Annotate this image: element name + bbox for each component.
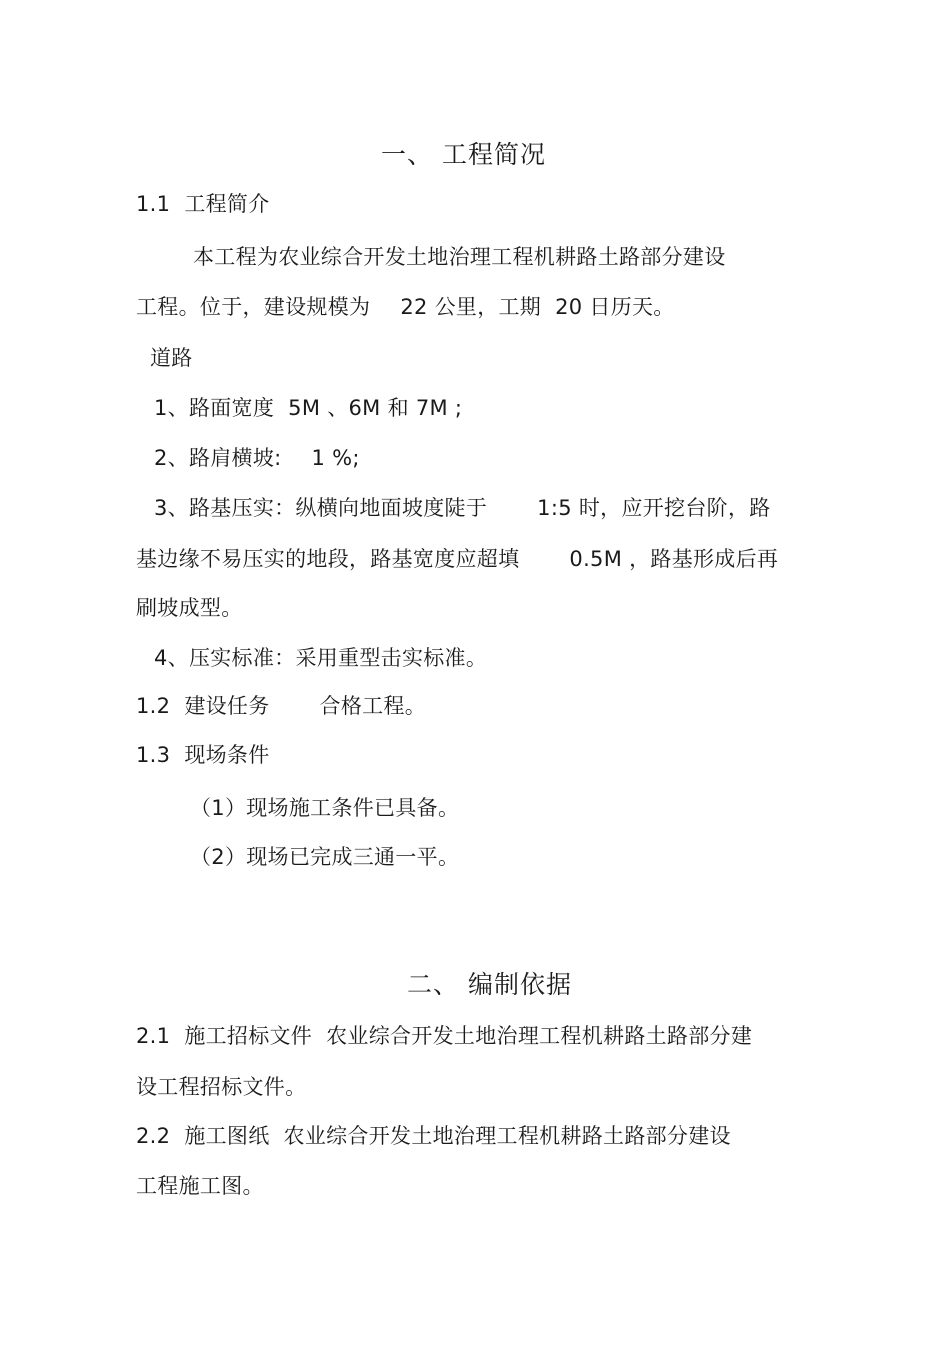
duration-value: 20 日历天。 (555, 295, 675, 319)
subsection-label: 现场条件 (184, 743, 270, 767)
section-1-title: 一、 工程简况 (381, 140, 546, 169)
subsection-1-2 (136, 692, 426, 720)
intro-paragraph-line-1: 本工程为农业综合开发土地治理工程机耕路土路部分建设 (193, 245, 726, 269)
subsection-2-2-line-1 (136, 1122, 731, 1150)
subsection-2-1-line-2: 设工程招标文件。 (136, 1075, 307, 1099)
intro-text: 工程。位于，建设规模为 (136, 295, 371, 319)
condition-1: （1）现场施工条件已具备。 (190, 796, 460, 820)
subsection-label: 工程简介 (184, 192, 270, 216)
road-label: 道路 (150, 346, 193, 370)
subsection-number: 1.1 (136, 192, 171, 216)
subsection-label: 施工招标文件 (184, 1024, 313, 1048)
item-value: 0.5M ，路基形成后再 (569, 547, 779, 571)
item-text: 基边缘不易压实的地段，路基宽度应超填 (136, 547, 520, 571)
item-label: 3、路基压实：纵横向地面坡度陡于 (154, 496, 488, 520)
subsection-value: 农业综合开发土地治理工程机耕路土路部分建设 (283, 1124, 731, 1148)
subsection-label: 施工图纸 (184, 1124, 270, 1148)
subsection-number: 2.1 (136, 1024, 171, 1048)
subsection-value: 合格工程。 (319, 694, 427, 718)
item-label: 1、路面宽度 (154, 396, 275, 420)
subsection-2-2-line-2: 工程施工图。 (136, 1174, 264, 1198)
scale-value: 22 公里，工期 (400, 295, 542, 319)
subsection-1-1 (136, 190, 270, 218)
road-item-4: 4、压实标准：采用重型击实标准。 (154, 646, 488, 670)
intro-paragraph-line-2 (136, 293, 675, 321)
subsection-number: 1.2 (136, 694, 171, 718)
item-value: 5M 、6M 和 7M ; (288, 396, 463, 420)
road-item-3-line-1 (154, 494, 771, 522)
subsection-number: 2.2 (136, 1124, 171, 1148)
subsection-1-3 (136, 741, 270, 769)
subsection-number: 1.3 (136, 743, 171, 767)
road-item-3-line-2 (136, 545, 778, 573)
road-item-1 (154, 394, 462, 422)
item-value: 1:5 时，应开挖台阶，路 (537, 496, 771, 520)
subsection-label: 建设任务 (184, 694, 270, 718)
road-item-3-line-3: 刷坡成型。 (136, 596, 243, 620)
condition-2: （2）现场已完成三通一平。 (190, 845, 460, 869)
item-label: 2、路肩横坡: (154, 446, 282, 470)
subsection-value: 农业综合开发土地治理工程机耕路土路部分建 (326, 1024, 753, 1048)
item-value: 1 %; (311, 446, 360, 470)
section-2-title: 二、 编制依据 (407, 970, 572, 999)
road-item-2 (154, 444, 360, 472)
subsection-2-1-line-1 (136, 1022, 752, 1050)
